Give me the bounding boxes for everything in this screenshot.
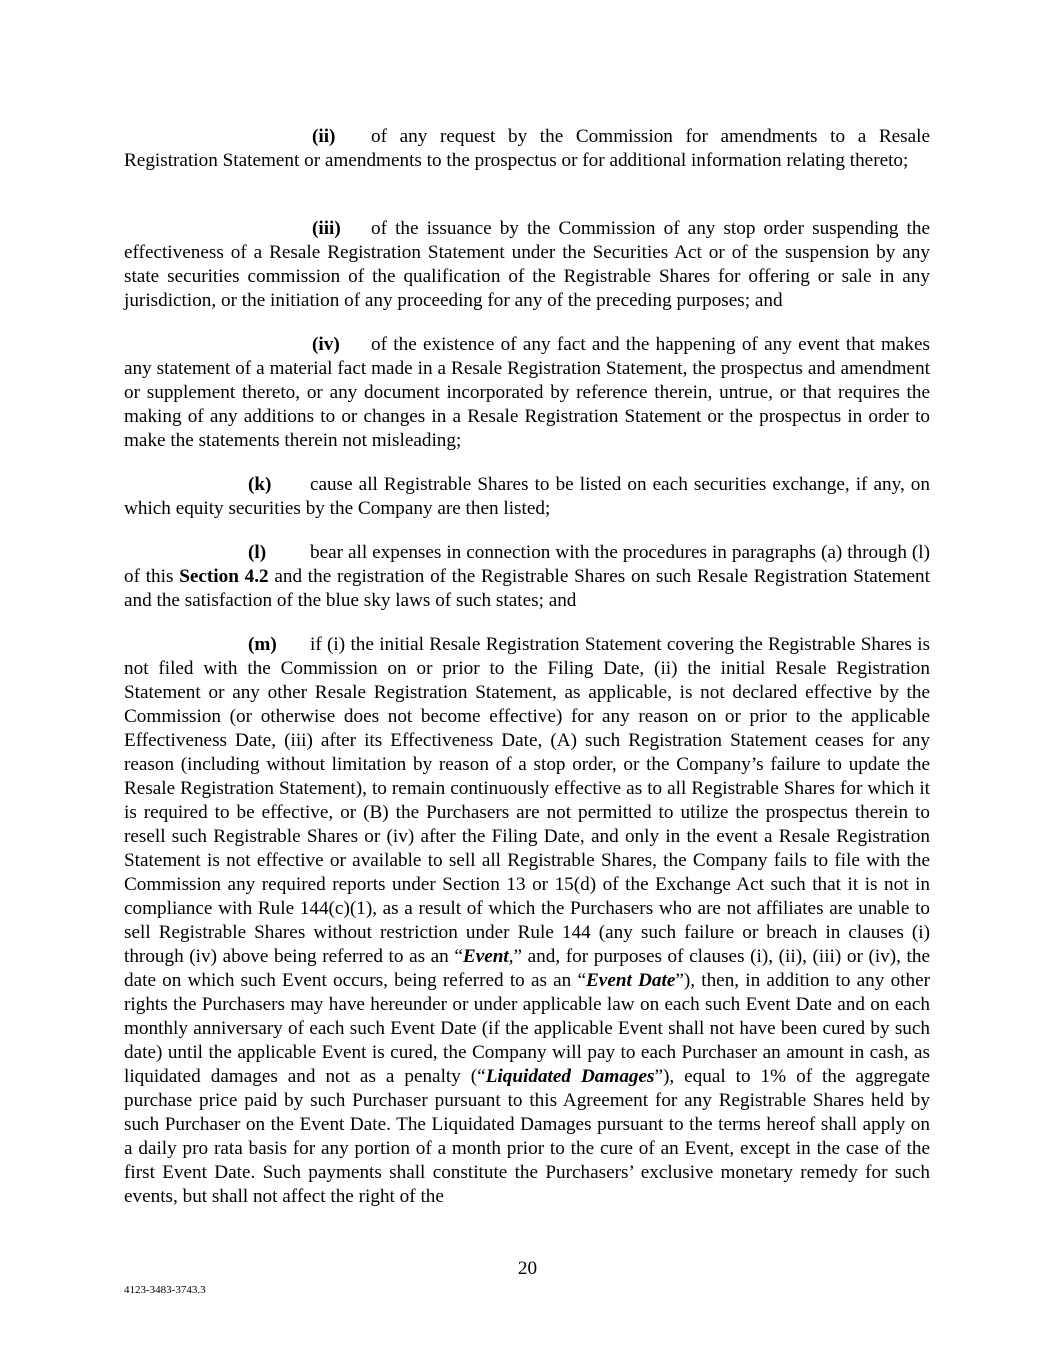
paragraph-ii (124, 125, 930, 173)
paragraph-label: (l) (248, 542, 267, 563)
paragraph-label: (ii) (312, 126, 336, 147)
paragraph-iv (124, 333, 930, 453)
page-number: 20 (517, 1258, 538, 1279)
document-id: 4123-3483-3743.3 (124, 1284, 206, 1296)
paragraph-l (124, 541, 930, 613)
section-reference: Section 4.2 (179, 566, 269, 587)
paragraph-label: (m) (248, 634, 277, 655)
paragraph-text: ”), then, in addition to any other rights the Purchasers may have hereunder or under applicable law on each such Event Date and on each monthly anniversary of each such Event Date (if the applicable Event shall not have been cured by such date) until the applicable Event is cured, the Company will pay to each Purchaser an amount in cash, as liquidated damages and not as a penalty (“ (124, 970, 930, 1087)
paragraph-text: ,” and, for purposes of clauses (i), (ii), (iii) or (iv), the date on which such Event occurs, being referred to as an “ (124, 946, 930, 991)
paragraph-label: (iii) (312, 218, 341, 239)
paragraph-text: bear all expenses in connection with the procedures in paragraphs (a) through (l) of this (124, 542, 930, 587)
paragraph-iii (124, 217, 930, 313)
defined-term-event-date: Event Date (586, 970, 676, 991)
paragraph-text: if (i) the initial Resale Registration Statement covering the Registrable Shares is not filed with the Commission on or prior to the Filing Date, (ii) the initial Resale Registration Statement or any other Resale Registration Statement, as applicable, is not declared effective by the Commission (or otherwise does not become effective) for any reason on or prior to the applicable Effectiveness Date, (iii) after its Effectiveness Date, (A) such Registration Statement ceases for any reason (including without limitation by reason of a stop order, or the Company’s failure to update the Resale Registration Statement), to remain continuously effective as to all Registrable Shares for which it is required to be effective, or (B) the Purchasers are not permitted to utilize the prospectus therein to resell such Registrable Shares or (iv) after the Filing Date, and only in the event a Resale Registration Statement is not effective or available to sell all Registrable Shares, the Company fails to file with the Commission any required reports under Section 13 or 15(d) of the Exchange Act such that it is not in compliance with Rule 144(c)(1), as a result of which the Purchasers who are not affiliates are unable to sell Registrable Shares without restriction under Rule 144 (any such failure or breach in clauses (i) through (iv) above being referred to as an “ (124, 634, 930, 967)
paragraph-text: of any request by the Commission for amendments to a Resale Registration Statement or amendments to the prospectus or for additional information relating thereto; (124, 126, 930, 171)
paragraph-m (124, 633, 930, 1209)
paragraph-text: and the registration of the Registrable Shares on such Resale Registration Statement and the satisfaction of the blue sky laws of such states; and (124, 566, 930, 611)
paragraph-text: of the issuance by the Commission of any stop order suspending the effectiveness of a Resale Registration Statement under the Securities Act or of the suspension by any state securities commission of the qualification of the Registrable Shares for offering or sale in any jurisdiction, or the initiation of any proceeding for any of the preceding purposes; and (124, 218, 930, 311)
paragraph-text: ”), equal to 1% of the aggregate purchase price paid by such Purchaser pursuant to this Agreement for any Registrable Shares held by such Purchaser on the Event Date. The Liquidated Damages pursuant to the terms hereof shall apply on a daily pro rata basis for any portion of a month prior to the cure of an Event, except in the case of the first Event Date. Such payments shall constitute the Purchasers’ exclusive monetary remedy for such events, but shall not affect the right of the (124, 1066, 931, 1207)
defined-term-event: Event (462, 946, 509, 967)
paragraph-k (124, 473, 930, 521)
paragraph-text: cause all Registrable Shares to be listed on each securities exchange, if any, on which equity securities by the Company are then listed; (124, 474, 930, 519)
paragraph-label: (iv) (312, 334, 340, 355)
paragraph-label: (k) (248, 474, 272, 495)
paragraph-text: of the existence of any fact and the happening of any event that makes any statement of a material fact made in a Resale Registration Statement, the prospectus and amendment or supplement thereto, or any document incorporated by reference therein, untrue, or that requires the making of any additions to or changes in a Resale Registration Statement or the prospectus in order to make the statements therein not misleading; (124, 334, 930, 451)
defined-term-liquidated-damages: Liquidated Damages (485, 1066, 655, 1087)
